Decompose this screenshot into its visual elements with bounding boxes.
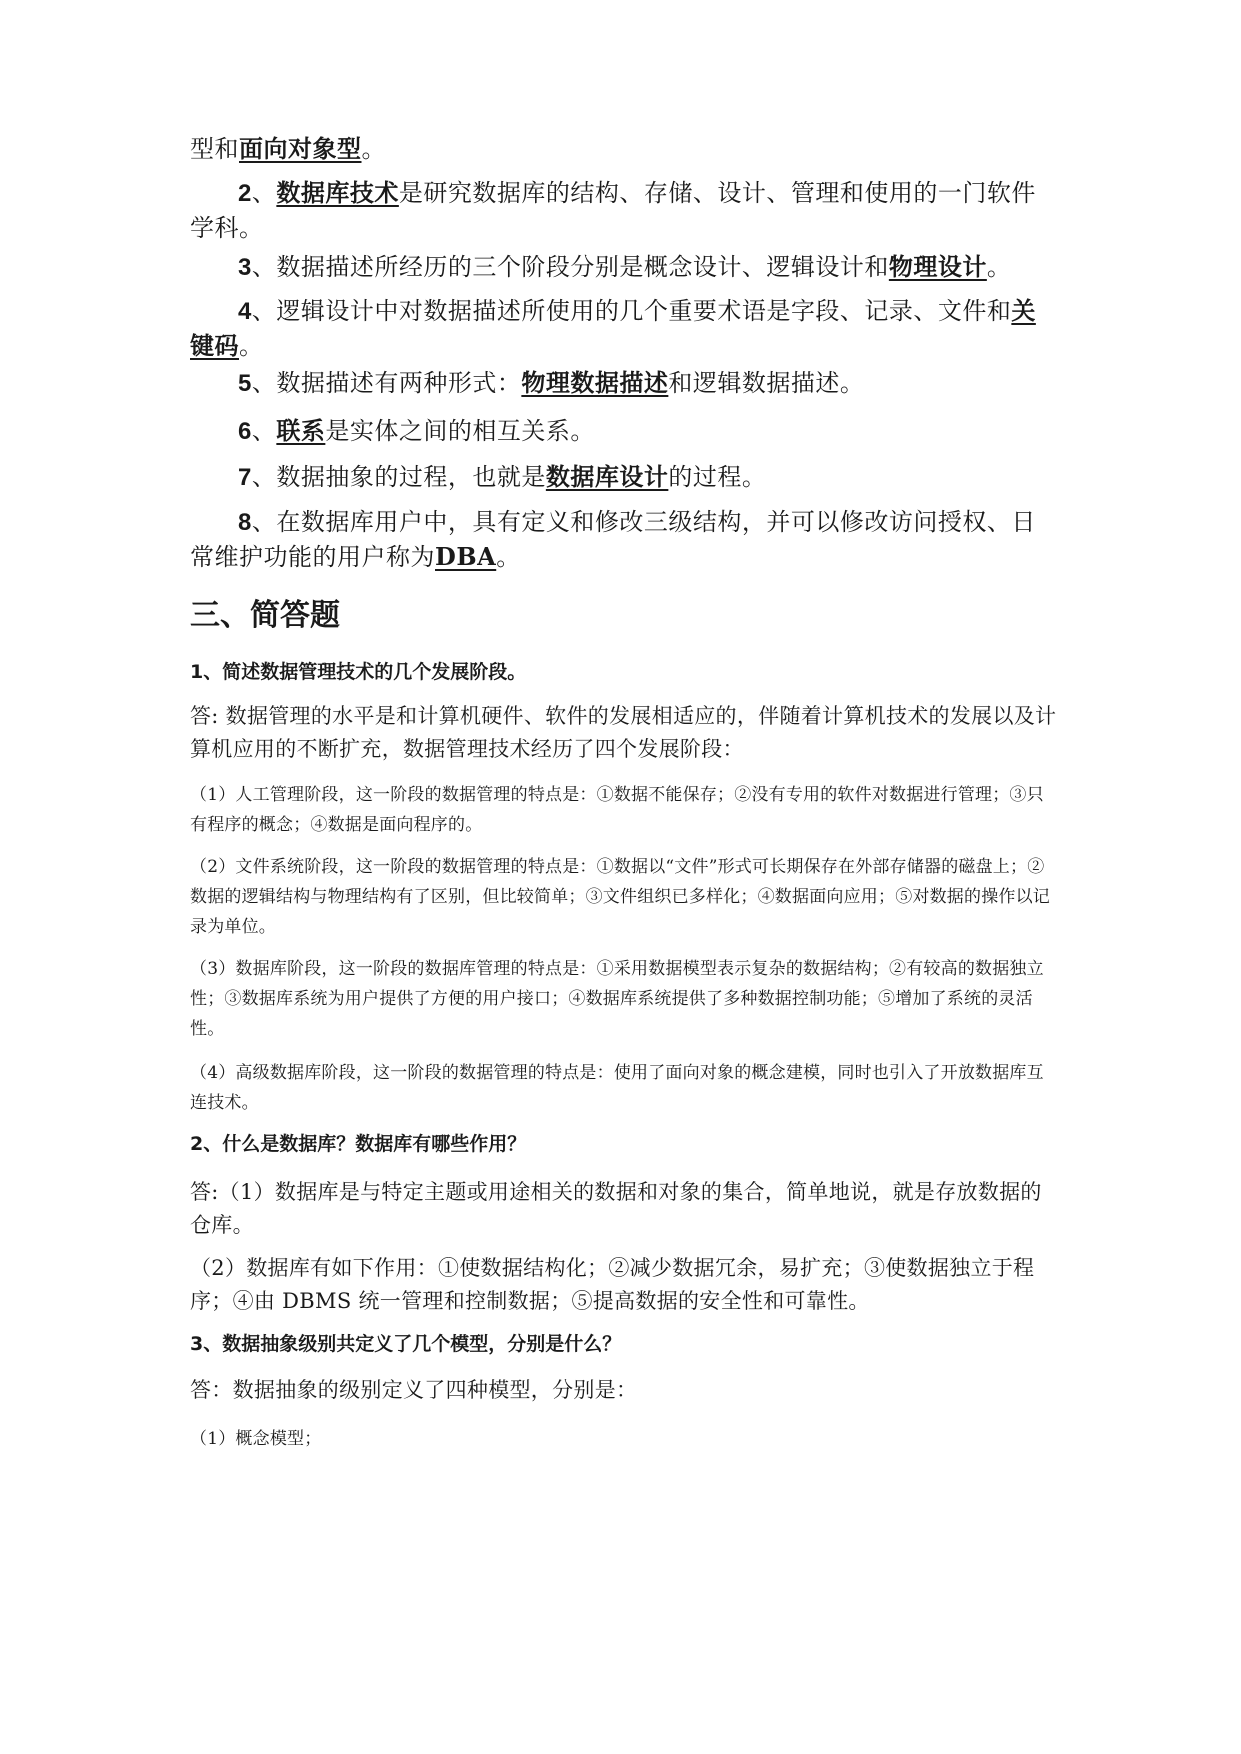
text: 和逻辑数据描述。 <box>668 369 865 397</box>
answer-text: 数据库设计 <box>545 462 669 491</box>
answer-text: 面向对象型 <box>239 134 362 163</box>
question-2: 2、什么是数据库？数据库有哪些作用？ <box>190 1133 527 1155</box>
fill-item-7 <box>190 460 1060 495</box>
text: 。 <box>496 543 521 571</box>
answer-text: 物理数据描述 <box>521 368 669 397</box>
item-number: 8 <box>238 509 252 536</box>
answer-3-intro: 答：数据抽象的级别定义了四种模型，分别是： <box>190 1378 638 1402</box>
text: 数据描述有两种形式： <box>276 369 522 397</box>
item-number: 4 <box>238 298 252 325</box>
text: 。 <box>986 253 1012 281</box>
text: 、 <box>251 253 277 281</box>
text: 在数据库用户中，具有定义和修改三级结构，并可以修改访问授权、日常维护功能的用户称为 <box>190 508 1036 571</box>
answer-1-stage-4: （4）高级数据库阶段，这一阶段的数据管理的特点是：使用了面向对象的概念建模，同时也引入了开放数据库互连技术。 <box>190 1063 1044 1113</box>
question-1: 1、简述数据管理技术的几个发展阶段。 <box>190 661 527 683</box>
answer-3-item-1: （1）概念模型； <box>190 1429 322 1449</box>
text: 。 <box>239 332 264 360</box>
fill-item-6 <box>190 414 1060 449</box>
answer-1-stage-2: （2）文件系统阶段，这一阶段的数据管理的特点是：①数据以“文件”形式可长期保存在外部存储器的磁盘上；②数据的逻辑结构与物理结构有了区别，但比较简单；③文件组织已多样化；④数据面向应用；⑤对数据的操作以记录为单位。 <box>190 857 1050 937</box>
question-3: 3、数据抽象级别共定义了几个模型，分别是什么？ <box>190 1333 622 1355</box>
text: 、 <box>251 179 277 207</box>
fill-item-5 <box>190 366 1060 401</box>
fill-item-1-tail <box>190 132 1060 166</box>
answer-2-part-2: （2）数据库有如下作用：①使数据结构化；②减少数据冗余，易扩充；③使数据独立于程序；④由 DBMS 统一管理和控制数据；⑤提高数据的安全性和可靠性。 <box>190 1256 1035 1313</box>
text: 、 <box>251 417 277 445</box>
answer-text: 联系 <box>276 416 326 445</box>
fill-item-2 <box>190 176 1060 245</box>
fill-item-3 <box>190 250 1060 285</box>
text: 是实体之间的相互关系。 <box>325 417 595 445</box>
fill-item-4 <box>190 294 1060 363</box>
text: 的过程。 <box>668 463 767 491</box>
text: 型和 <box>190 135 239 163</box>
item-number: 7 <box>238 464 252 491</box>
answer-text: 数据库技术 <box>276 178 399 207</box>
text: 、 <box>251 297 277 325</box>
answer-1-stage-3: （3）数据库阶段，这一阶段的数据库管理的特点是：①采用数据模型表示复杂的数据结构；②有较高的数据独立性；③数据库系统为用户提供了方便的用户接口；④数据库系统提供了多种数据控制功能；⑤增加了系统的灵活性。 <box>190 959 1044 1039</box>
text: 数据抽象的过程，也就是 <box>276 463 546 491</box>
item-number: 6 <box>238 418 252 445</box>
fill-item-8 <box>190 505 1060 574</box>
item-number: 5 <box>238 370 252 397</box>
answer-1-stage-1: （1）人工管理阶段，这一阶段的数据管理的特点是：①数据不能保存；②没有专用的软件对数据进行管理；③只有程序的概念；④数据是面向程序的。 <box>190 785 1044 835</box>
text: 数据描述所经历的三个阶段分别是概念设计、逻辑设计和 <box>276 253 889 281</box>
answer-text: 物理设计 <box>888 252 987 281</box>
answer-text: 关键码 <box>190 296 1036 360</box>
item-number: 2 <box>238 180 252 207</box>
text: 、 <box>251 508 277 536</box>
text: 。 <box>361 135 386 163</box>
text: 是研究数据库的结构、存储、设计、管理和使用的一门软件学科。 <box>190 179 1036 242</box>
answer-2-part-1: 答:（1）数据库是与特定主题或用途相关的数据和对象的集合，简单地说，就是存放数据的仓库。 <box>190 1180 1042 1237</box>
item-number: 3 <box>238 254 252 281</box>
answer-1-intro: 答: 数据管理的水平是和计算机硬件、软件的发展相适应的，伴随着计算机技术的发展以及计算机应用的不断扩充，数据管理技术经历了四个发展阶段： <box>190 704 1057 761</box>
answer-text: DBA <box>435 542 497 571</box>
section-heading: 三、简答题 <box>190 598 340 633</box>
text: 、 <box>251 463 277 491</box>
text: 、 <box>251 369 277 397</box>
text: 逻辑设计中对数据描述所使用的几个重要术语是字段、记录、文件和 <box>276 297 1012 325</box>
